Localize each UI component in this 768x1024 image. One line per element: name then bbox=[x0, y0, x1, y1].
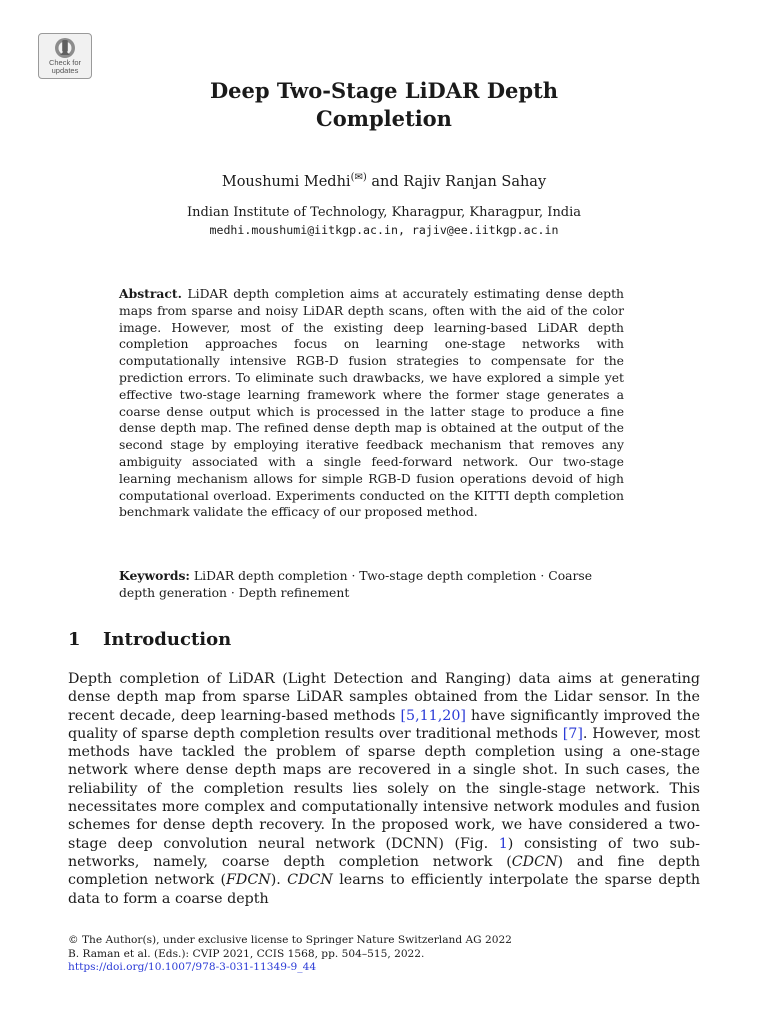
check-for-updates-badge[interactable] bbox=[38, 33, 92, 79]
author-emails: medhi.moushumi@iitkgp.ac.in, rajiv@ee.iitkgp.ac.in bbox=[209, 223, 559, 237]
citation-link[interactable]: [5,11,20] bbox=[400, 707, 466, 724]
intro-text-3: . However, most methods have tackled the problem of sparse depth completion using a one-stage network where dense depth maps are recovered in a single shot. In such cases, the reliability of the completion results lies solely on the single-stage network. This necessitates more complex and computationally intensive network modules and fusion schemes for dense depth recovery. In the proposed work, we have considered a two-stage deep convolution neural network (DCNN) (Fig. bbox=[68, 725, 700, 852]
author-separator: and bbox=[366, 173, 404, 190]
badge-label-line2: updates bbox=[51, 66, 79, 75]
title-line-1: Deep Two-Stage LiDAR Depth bbox=[209, 78, 559, 103]
section-number: 1 bbox=[68, 629, 81, 650]
corresponding-author-mark: (✉) bbox=[350, 172, 367, 183]
keywords-label: Keywords: bbox=[119, 568, 190, 583]
section-heading bbox=[68, 629, 231, 650]
keywords bbox=[119, 568, 624, 602]
author-2: Rajiv Ranjan Sahay bbox=[403, 173, 547, 190]
term-cdcn: CDCN bbox=[287, 872, 333, 889]
paper-title bbox=[100, 77, 668, 133]
title-line-2: Completion bbox=[316, 106, 452, 131]
intro-text-6: ). bbox=[270, 872, 288, 889]
intro-text-2: have significantly improved the quality of sparse depth completion results over traditional methods bbox=[68, 707, 700, 742]
check-for-updates-icon bbox=[54, 37, 76, 59]
citation-line: B. Raman et al. (Eds.): CVIP 2021, CCIS 1568, pp. 504–515, 2022. bbox=[68, 947, 425, 960]
intro-text-1: Depth completion of LiDAR (Light Detection and Ranging) data aims at generating dense depth map from sparse LiDAR samples obtained from the Lidar sensor. In the recent decade, deep learning-based methods bbox=[68, 671, 700, 724]
abstract-text: LiDAR depth completion aims at accurately estimating dense depth maps from sparse and noisy LiDAR depth scans, often with the aid of the color image. However, most of the existing deep learning-based LiDAR depth completion approaches focus on learning one-stage networks with computationally intensive RGB-D fusion strategies to compensate for the prediction errors. To eliminate such drawbacks, we have explored a simple yet effective two-stage learning framework where the former stage generates a coarse dense output which is processed in the latter stage to produce a fine dense depth map. The refined dense depth map is obtained at the output of the second stage by employing iterative feedback mechanism that removes any ambiguity associated with a single feed-forward network. Our two-stage learning mechanism allows for simple RGB-D fusion operations devoid of high computational overload. Experiments conducted on the KITTI depth completion benchmark validate the efficacy of our proposed method. bbox=[119, 287, 624, 520]
term-cdcn: CDCN bbox=[511, 853, 558, 870]
term-fdcn: FDCN bbox=[226, 872, 271, 889]
abstract bbox=[119, 286, 624, 521]
intro-text-5: ) and fine depth completion network ( bbox=[68, 853, 700, 889]
affiliation: Indian Institute of Technology, Kharagpur, Kharagpur, India bbox=[186, 205, 582, 220]
intro-text-7: learns to efficiently interpolate the sparse depth data to form a coarse depth bbox=[68, 872, 701, 907]
doi-link[interactable]: https://doi.org/10.1007/978-3-031-11349-9_44 bbox=[68, 961, 317, 974]
copyright-footer bbox=[68, 934, 700, 975]
author-1: Moushumi Medhi bbox=[221, 173, 351, 190]
author-list bbox=[100, 172, 668, 190]
intro-paragraph bbox=[68, 670, 700, 908]
citation-link[interactable]: [7] bbox=[562, 725, 583, 742]
section-title: Introduction bbox=[103, 629, 232, 650]
keywords-text: LiDAR depth completion · Two-stage depth completion · Coarse depth generation · Depth refinement bbox=[119, 569, 593, 600]
copyright-line: © The Author(s), under exclusive license to Springer Nature Switzerland AG 2022 bbox=[68, 934, 512, 946]
figure-link[interactable]: 1 bbox=[498, 835, 508, 852]
badge-label-line1: Check for bbox=[48, 58, 82, 67]
abstract-label: Abstract. bbox=[119, 286, 182, 301]
intro-text-4: ) consisting of two sub-networks, namely, coarse depth completion network ( bbox=[68, 835, 700, 870]
